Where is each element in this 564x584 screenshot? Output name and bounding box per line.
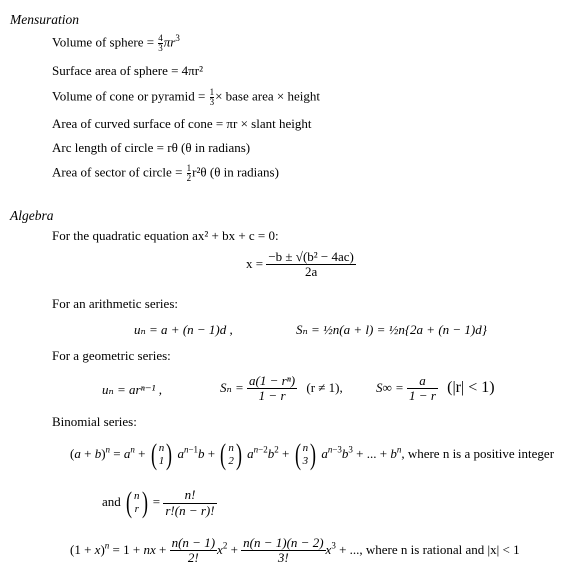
cone-volume-label: Volume of cone or pyramid = [52,88,206,104]
arith-un: uₙ = a + (n − 1)d , [134,322,233,337]
geom-sinf-den: 1 − r [409,388,436,404]
quadratic-label: For the quadratic equation ax² + bx + c = 0: [52,228,279,243]
geom-sinf-formula [376,374,495,404]
geom-sn-den: 1 − r [258,388,286,404]
arith-label: For an arithmetic series: [52,296,178,311]
geom-sn-cond: (r ≠ 1), [306,379,343,395]
expansion-fraction-2 [241,536,325,566]
quadratic-denominator: 2a [304,264,318,280]
expansion-den2: 3! [277,550,289,566]
general-binomial-expansion: $(1 + x)^n = 1$ + nx + $\frac{n(n - 1)}{2!}$ $x^2$ + $\frac{n(n - 1)(n - 2)}{3!}$ $x^3$ + ..., where n is rational and |x| < 1 [70,535,520,566]
algebra-heading: Algebra [10,208,54,223]
binom-definition: and ( n r ) = $\frac{n!}{r!(n - r)!}$ [102,486,215,519]
binom-def-num: n! [163,488,216,503]
expansion-tail: + ..., where n is rational and |x| < 1 [339,541,520,557]
binom-def-fraction [163,488,216,518]
geom-label: For a geometric series: [52,348,171,363]
fraction-one-half: $\frac{1}{2}$ [186,163,192,183]
fraction-one-third: $\frac{1}{3}$ [209,87,215,107]
geom-sn-num: a(1 − rⁿ) [249,373,296,388]
arc-length-formula: Arc length of circle = rθ (θ in radians) [52,140,251,155]
geom-sinf-cond: (|r| < 1) [447,378,495,396]
cone-volume-tail: × base area × height [215,88,320,104]
cone-volume-formula [52,88,320,107]
geom-sinf-fraction [407,374,438,404]
sector-area-label: Area of sector of circle = [52,164,183,180]
expansion-den1: 2! [187,550,199,566]
binom-n-2: n 2 [228,441,234,467]
geom-sinf-lhs: S∞ = [376,379,404,395]
sphere-volume-formula: Volume of sphere = $\frac{4}{3}$ $\pi r^3$ [52,33,180,53]
expansion-num1: n(n − 1) [171,535,216,550]
fraction-four-thirds: $\frac{4}{3}$ [158,33,163,53]
expansion-fraction-1 [170,536,217,566]
sphere-volume-label: Volume of sphere = [52,34,155,50]
binomial-tail: , where n is a positive integer [401,445,555,461]
geom-sn-formula [220,374,343,404]
quadratic-fraction [266,250,356,280]
binomial-label: Binomial series: [52,414,137,429]
binom-def-den: r!(n − r)! [165,502,215,518]
expansion-num2: n(n − 1)(n − 2) [243,535,324,550]
geom-sinf-num: a [407,374,438,389]
sector-area-formula [52,164,279,183]
binom-and: and [102,493,121,509]
binom-n-3: n 3 [302,441,309,467]
sphere-area-formula: Surface area of sphere = 4πr² [52,63,203,78]
quadratic-formula [246,250,356,280]
mensuration-heading: Mensuration [10,12,79,27]
geom-un: uₙ = arⁿ⁻¹ , [102,382,162,397]
quadratic-x: x = [246,255,264,271]
binomial-expansion: $(a + b)^n = a^n$ + ( n 1 ) $a^{n-1}b$ + ( n 2 ) $a^{n-2}b^2$ + ( n 3 ) $a^{n-3}b^3$ + ... + $b^n$, where n is a positive integer [70,438,555,471]
sector-area-tail: r²θ (θ in radians) [192,164,279,180]
geom-sn-fraction [247,374,297,404]
binom-n-1: n 1 [158,441,165,467]
binom-n-r: n r [134,489,140,515]
quadratic-numerator: −b ± √(b² − 4ac) [268,249,354,264]
arith-sn: Sₙ = ½n(a + l) = ½n{2a + (n − 1)d} [296,322,487,337]
geom-sn-lhs: Sₙ = [220,379,244,395]
curved-surface-formula: Area of curved surface of cone = πr × slant height [52,116,312,131]
